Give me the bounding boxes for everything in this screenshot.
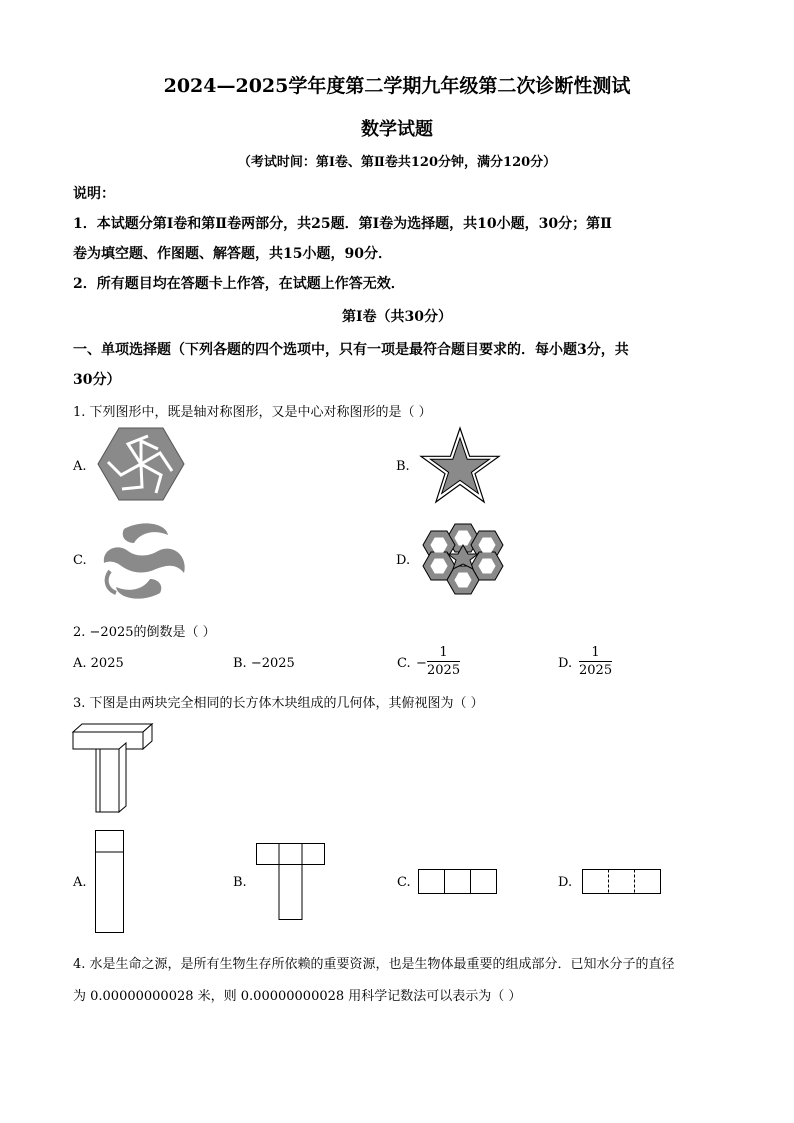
fraction-numerator: 1 — [427, 645, 460, 662]
q3-option-a-figure — [95, 830, 125, 934]
q3-option-b-label: B. — [233, 875, 247, 890]
instructions-heading: 说明： — [73, 186, 115, 202]
section-title: 第Ⅰ卷（共30分） — [341, 309, 453, 325]
q1-option-a-label: A. — [73, 459, 87, 474]
q2-option-a: A. 2025 — [73, 656, 124, 671]
hexagon-pinwheel-figure — [98, 427, 184, 501]
q3-option-a-label: A. — [73, 875, 87, 890]
q1-option-d-label: D. — [396, 553, 411, 568]
part-heading-line-1: 一、单项选择题（下列各题的四个选项中，只有一项是最符合题目要求的．每小题3分，共 — [73, 342, 629, 358]
subject-title: 数学试题 — [361, 119, 433, 140]
q2-stem: 2. −2025的倒数是（ ） — [73, 625, 216, 640]
q2-option-d-fraction — [579, 645, 612, 678]
fraction-denominator: 2025 — [427, 663, 461, 678]
instruction-item-2: 2．所有题目均在答题卡上作答，在试题上作答无效． — [73, 276, 405, 292]
q2-option-c-sign: − — [416, 656, 427, 671]
q1-stem: 1. 下列图形中，既是轴对称图形，又是中心对称图形的是（ ） — [73, 405, 432, 420]
swirl-shapes-figure — [96, 521, 188, 601]
q2-option-d-label: D. — [558, 656, 573, 671]
fraction-denominator: 2025 — [579, 663, 613, 678]
hexagon-cluster-star-figure — [420, 521, 506, 597]
q3-option-d-figure — [582, 869, 662, 895]
q2-option-c-fraction — [427, 645, 460, 678]
q3-option-c-figure — [418, 869, 498, 895]
q4-stem-line-1: 4. 水是生命之源，是所有生物生存所依赖的重要资源，也是生物体最重要的组成部分．已知水分子的直径 — [73, 957, 675, 972]
q2-option-b: B. −2025 — [233, 656, 295, 671]
q4-stem-line-2: 为 0.00000000028 米，则 0.00000000028 用科学记数法可以表示为（ ） — [73, 989, 522, 1004]
q3-option-b-figure — [256, 843, 326, 921]
exam-info: （考试时间：第Ⅰ卷、第Ⅱ卷共120分钟，满分120分） — [237, 155, 557, 170]
q1-option-c-label: C. — [73, 553, 87, 568]
q3-stem: 3. 下图是由两块完全相同的长方体木块组成的几何体，其俯视图为（ ） — [73, 696, 484, 711]
q3-option-d-label: D. — [558, 875, 573, 890]
q2-option-c-label: C. — [397, 656, 411, 671]
instruction-item-1-line-1: 1．本试题分第Ⅰ卷和第Ⅱ卷两部分，共25题．第Ⅰ卷为选择题，共10小题，30分；第Ⅱ — [73, 216, 612, 232]
five-point-star-figure — [419, 428, 501, 502]
wooden-block-solid-figure — [72, 723, 154, 815]
exam-title: 2024—2025学年度第二学期九年级第二次诊断性测试 — [163, 75, 631, 97]
part-heading-line-2: 30分） — [73, 372, 121, 388]
q1-option-b-label: B. — [396, 459, 410, 474]
fraction-numerator: 1 — [579, 645, 612, 662]
q3-option-c-label: C. — [397, 875, 411, 890]
instruction-item-1-line-2: 卷为填空题、作图题、解答题，共15小题，90分． — [73, 246, 392, 262]
